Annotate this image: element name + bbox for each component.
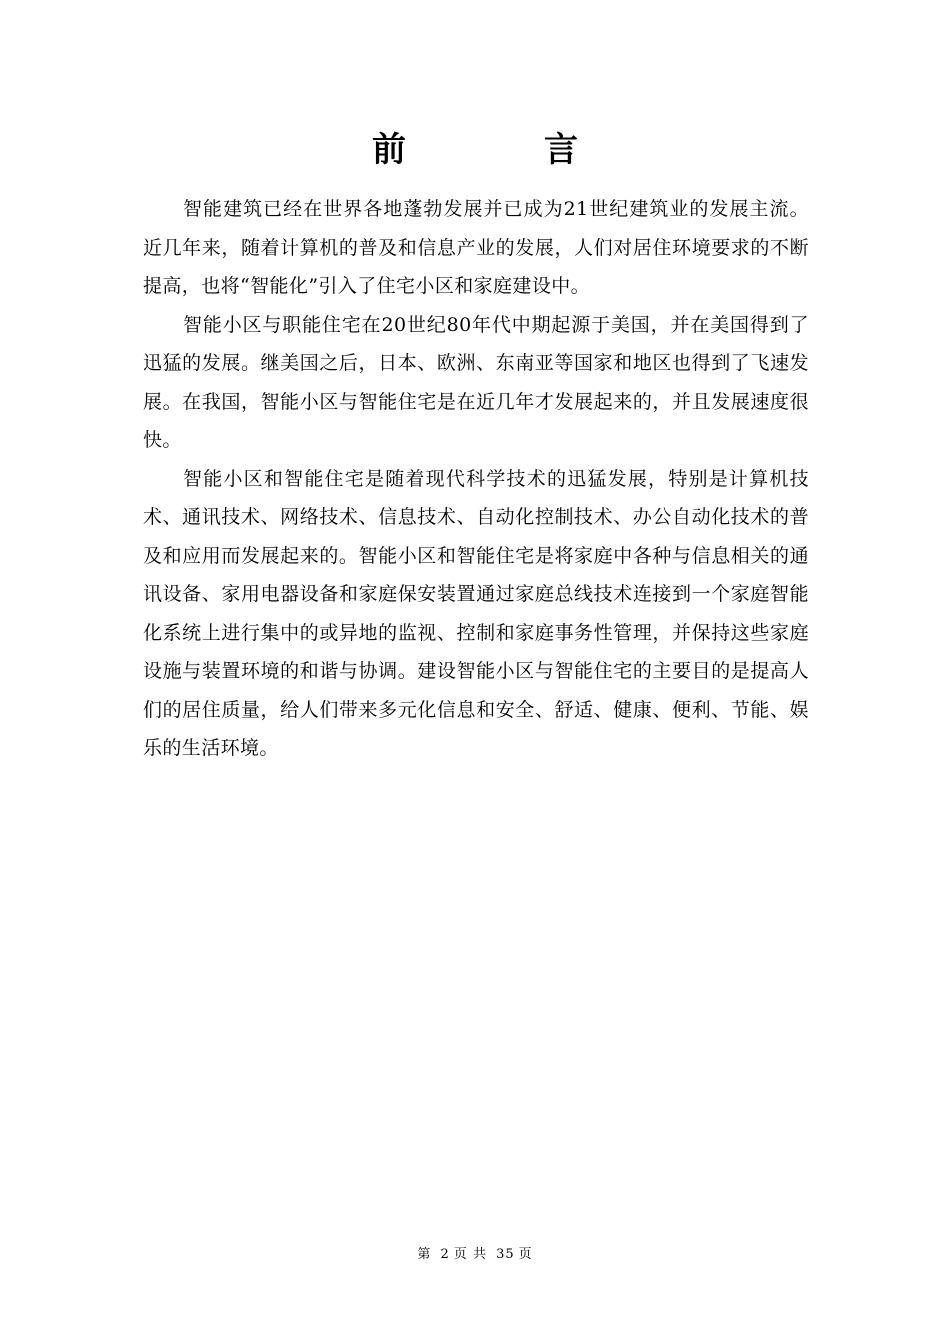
paragraph-3: 智能小区和智能住宅是随着现代科学技术的迅猛发展，特别是计算机技术、通讯技术、网络技术、信息技术、自动化控制技术、办公自动化技术的普及和应用而发展起来的。智能小区和智能住宅是将家庭中各种与信息相关的通讯设备、家用电器设备和家庭保安装置通过家庭总线技术连接到一个家庭智能化系统上进行集中的或异地的监视、控制和家庭事务性管理，并保持这些家庭设施与装置环境的和谐与协调。建设智能小区与智能住宅的主要目的是提高人们的居住质量，给人们带来多元化信息和安全、舒适、健康、便利、节能、娱乐的生活环境。	[143, 467, 809, 759]
page-footer	[0, 1246, 950, 1264]
page-title: 前 言	[372, 130, 630, 170]
paragraph-1: 智能建筑已经在世界各地蓬勃发展并已成为21世纪建筑业的发展主流。近几年来，随着计算机的普及和信息产业的发展，人们对居住环境要求的不断提高，也将“智能化”引入了住宅小区和家庭建设中。	[143, 198, 809, 297]
body-text	[143, 190, 809, 768]
footer-suffix: 页	[518, 1247, 533, 1262]
footer-page-number: 2	[440, 1247, 450, 1262]
footer-middle: 页 共	[453, 1247, 487, 1262]
footer-prefix: 第	[417, 1247, 432, 1262]
paragraph-2: 智能小区与职能住宅在20世纪80年代中期起源于美国，并在美国得到了迅猛的发展。继美国之后，日本、欧洲、东南亚等国家和地区也得到了飞速发展。在我国，智能小区与智能住宅是在近几年才发展起来的，并且发展速度很快。	[143, 313, 809, 451]
footer-total-pages: 35	[496, 1247, 515, 1262]
